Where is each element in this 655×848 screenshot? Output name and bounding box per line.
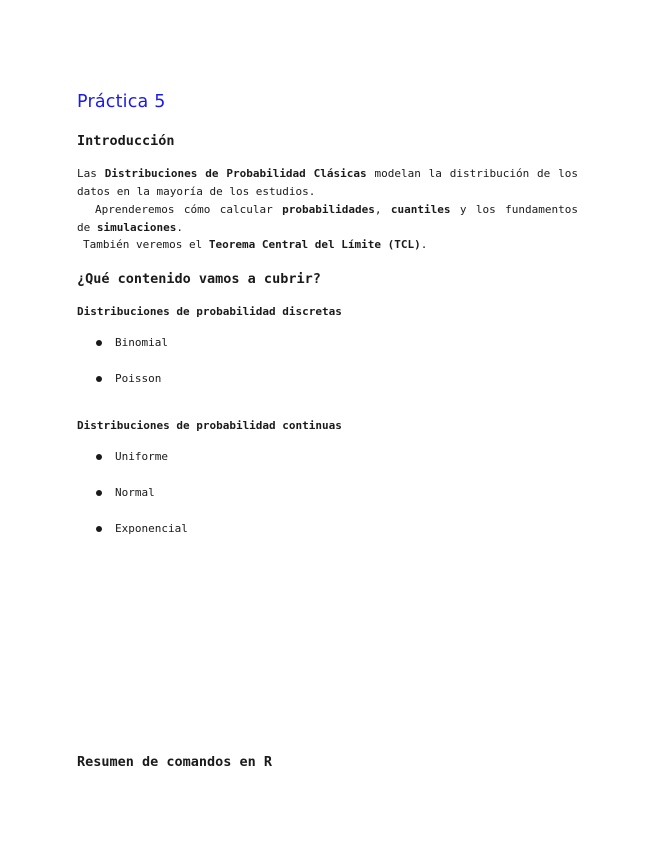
continuous-heading: Distribuciones de probabilidad continuas <box>77 419 342 432</box>
list-item-label: Binomial <box>115 336 168 349</box>
bullet-icon <box>96 526 102 532</box>
intro-heading: Introducción <box>77 133 175 149</box>
content-heading: ¿Qué contenido vamos a cubrir? <box>77 271 321 287</box>
intro-p2-bold-probabilidades: probabilidades <box>282 203 375 216</box>
intro-p2-bold-simulaciones: simulaciones <box>96 220 177 234</box>
intro-paragraph-1 <box>77 165 578 200</box>
intro-p3-text-c: . <box>420 238 428 251</box>
summary-heading: Resumen de comandos en R <box>77 754 273 770</box>
discrete-heading: Distribuciones de probabilidad discretas <box>77 305 342 318</box>
list-item <box>77 450 188 486</box>
intro-p1-text-a: Las <box>77 167 105 180</box>
bullet-icon <box>96 490 102 496</box>
bullet-icon <box>96 340 102 346</box>
list-item <box>77 336 168 372</box>
intro-p3-bold-tcl: Teorema Central del Límite (TCL) <box>208 238 421 251</box>
bullet-icon <box>96 454 102 460</box>
intro-p2-text-c: , <box>374 203 391 216</box>
intro-paragraph-2 <box>77 201 578 236</box>
intro-p2-text-a: Aprenderemos cómo calcular <box>95 203 283 216</box>
intro-p2-text-g: . <box>176 220 183 234</box>
bullet-icon <box>96 376 102 382</box>
list-item-label: Exponencial <box>115 522 188 535</box>
intro-p2-text-e: y los fundamentos de <box>77 203 578 234</box>
list-item <box>77 372 168 408</box>
continuous-list <box>77 450 188 558</box>
list-item-label: Uniforme <box>115 450 168 463</box>
list-item-label: Poisson <box>115 372 162 385</box>
intro-p1-text-c: modelan la distribución de los datos en la mayoría de los estudios. <box>77 167 578 198</box>
list-item <box>77 486 188 522</box>
intro-p3-text-a: También veremos el <box>83 238 209 251</box>
page-title: Práctica 5 <box>77 92 166 112</box>
intro-p1-bold: Distribuciones de Probabilidad Clásicas <box>104 167 367 180</box>
list-item <box>77 522 188 558</box>
list-item-label: Normal <box>115 486 155 499</box>
intro-p2-bold-cuantiles: cuantiles <box>390 203 451 216</box>
intro-paragraph-3 <box>77 236 578 254</box>
discrete-list <box>77 336 168 408</box>
